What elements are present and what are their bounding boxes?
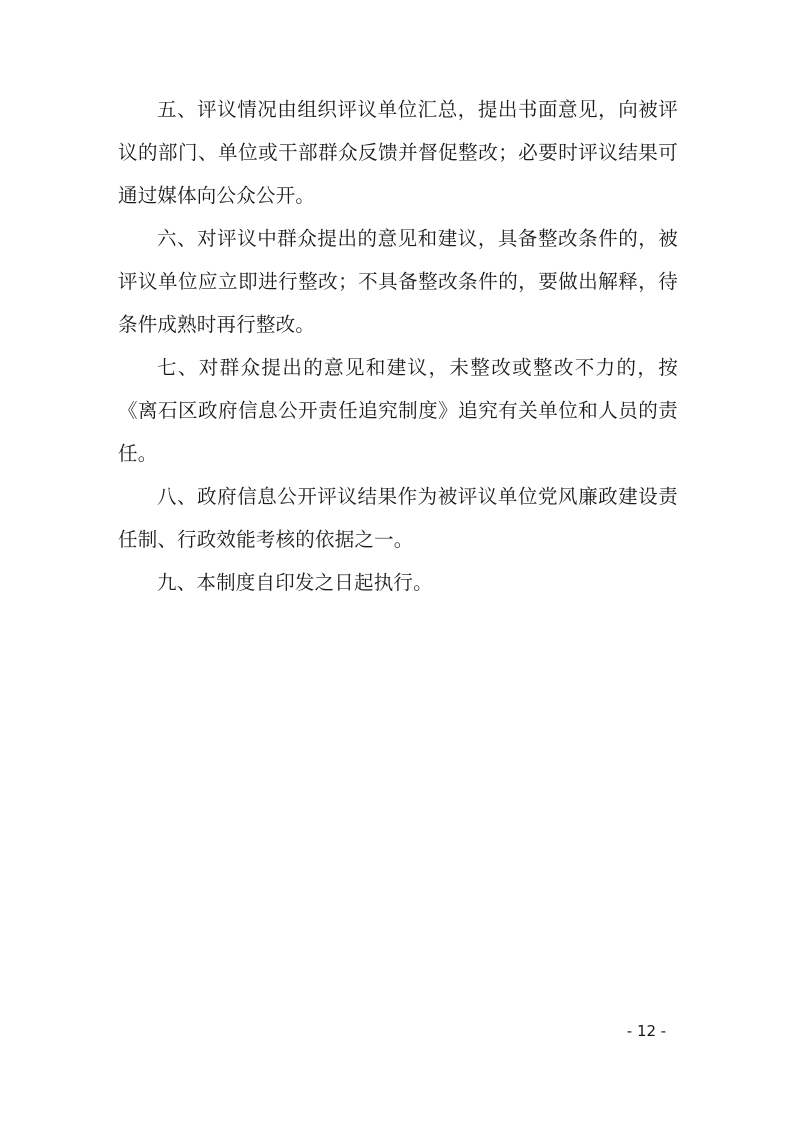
page-number: - 12 -: [626, 1022, 667, 1040]
paragraph-8: 八、政府信息公开评议结果作为被评议单位党风廉政建设责任制、行政效能考核的依据之一。: [118, 485, 678, 551]
paragraph-9: 九、本制度自印发之日起执行。: [157, 571, 433, 594]
paragraph-6: 六、对评议中群众提出的意见和建议，具备整改条件的，被评议单位应立即进行整改；不具备整改条件的，要做出解释，待条件成熟时再行整改。: [118, 227, 678, 336]
paragraph-7: 七、对群众提出的意见和建议，未整改或整改不力的，按《离石区政府信息公开责任追究制度》追究有关单位和人员的责任。: [118, 356, 678, 465]
document-body: [118, 88, 678, 604]
paragraph-5: 五、评议情况由组织评议单位汇总，提出书面意见，向被评议的部门、单位或干部群众反馈并督促整改；必要时评议结果可通过媒体向公众公开。: [118, 98, 678, 207]
